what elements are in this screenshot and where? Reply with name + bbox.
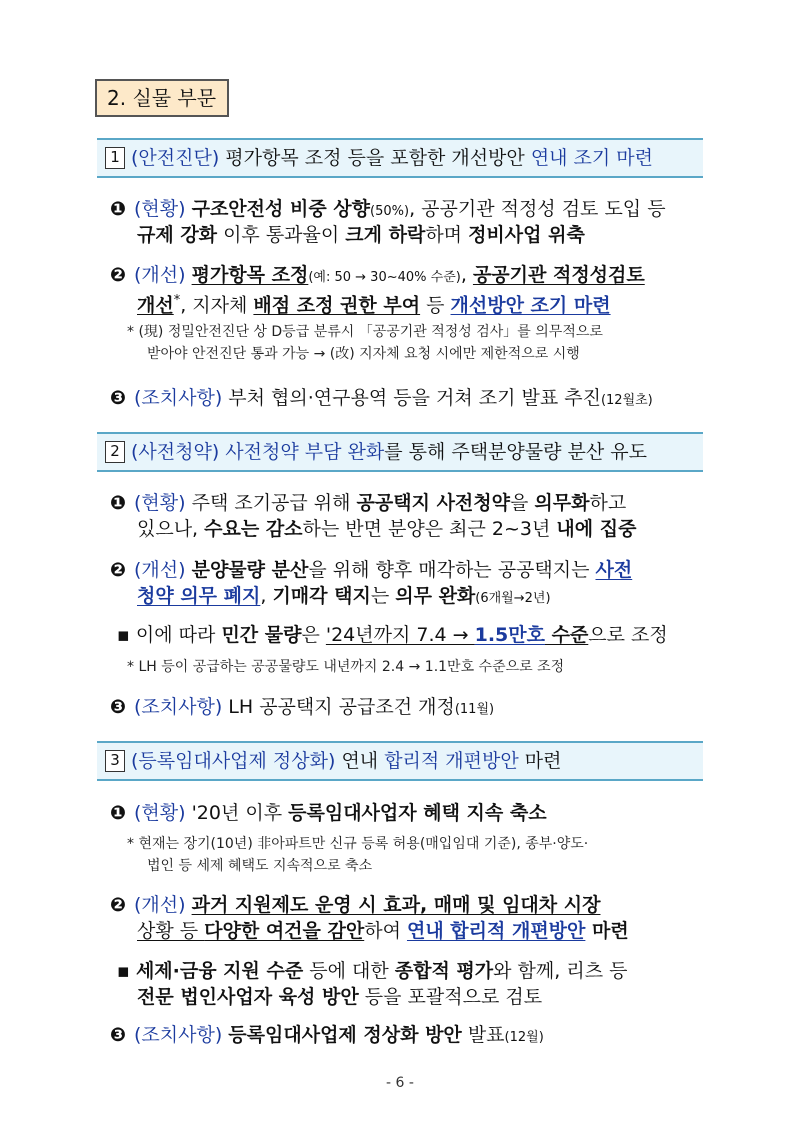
text-underline: '24년까지 7.4 →: [325, 624, 475, 646]
text: 부처 협의·연구용역 등을 거쳐 조기 발표 추진: [222, 387, 601, 409]
subsection-header-1: [97, 138, 703, 178]
text: ,: [460, 264, 473, 286]
section-title: 2. 실물 부문: [95, 79, 229, 117]
text-bold: 기매각 택지: [272, 585, 371, 607]
text-highlight: 사전: [595, 559, 633, 581]
header-highlight: 합리적 개편방안: [384, 750, 519, 772]
text-bold: 공공기관 적정성검토: [472, 264, 645, 286]
text: 을 위해 향후 매각하는 공공택지는: [308, 559, 596, 581]
text: 하여: [364, 920, 407, 942]
text-small: (12월초): [600, 393, 653, 408]
square-bullet-icon: ▪: [117, 960, 130, 982]
text: LH 공공택지 공급조건 개정: [222, 696, 455, 718]
text-bold: 등록임대사업제 정상화 방안: [228, 1024, 462, 1046]
text-underline: 과거 지원제도 운영 시 효과, 매매 및 임대차 시장: [191, 894, 601, 916]
subsection-header-2: [97, 432, 703, 472]
item-improve-cont: [137, 918, 629, 944]
header-text: 연내: [335, 750, 385, 772]
subsection-number: 3: [105, 750, 125, 772]
text-bold: 평가항목 조정: [191, 264, 309, 286]
text-underline: 수준: [544, 624, 589, 646]
item-label: (현황): [134, 802, 186, 824]
text: 등: [420, 294, 451, 317]
subsection-header-3: [97, 741, 703, 781]
circled-3-icon: ❸: [110, 1024, 127, 1046]
text-bold: 크게 하락: [345, 224, 426, 246]
item-status-cont: [137, 222, 585, 248]
footnote: * 현재는 장기(10년) 非아파트만 신규 등록 허용(매입임대 기준), 종부·양도·: [127, 836, 589, 852]
item-action: [110, 1022, 544, 1051]
text-bold: 배점 조정 권한 부여: [253, 294, 421, 317]
text-highlight: 개선방안 조기 마련: [450, 294, 611, 317]
text-bold: 개선: [137, 294, 174, 317]
item-improve: [110, 262, 645, 291]
sub-bullet: [117, 958, 627, 984]
header-highlight: 사전청약 부담 완화: [219, 441, 385, 463]
item-label: (개선): [134, 559, 186, 581]
item-status: [110, 490, 626, 516]
item-label: (현황): [134, 198, 186, 220]
text: ,: [260, 585, 273, 607]
item-improve-cont: [137, 583, 551, 612]
text: , 공공기관 적정성 검토 도입 등: [409, 198, 666, 220]
footnote: * (現) 정밀안전진단 상 D등급 분류시 「공공기관 적정성 검사」를 의무적으로: [127, 324, 603, 340]
text-bold: 의무화: [534, 492, 590, 514]
text-small: (예: 50 → 30~40% 수준): [308, 270, 461, 285]
text: 이에 따라: [129, 624, 222, 646]
circled-2-icon: ❷: [110, 559, 127, 581]
item-status: [110, 196, 666, 225]
circled-2-icon: ❷: [110, 264, 127, 286]
text-small: (6개월→2년): [475, 591, 551, 606]
text-bold: 등록임대사업자 혜택 지속 축소: [288, 802, 547, 824]
header-text: 를 통해 주택분양물량 분산 유도: [384, 441, 647, 463]
text: 와 함께, 리츠 등: [493, 960, 628, 982]
text-highlight: 1.5만호: [474, 624, 545, 646]
header-text: 평가항목 조정 등을 포함한 개선방안: [219, 147, 531, 169]
circled-3-icon: ❸: [110, 387, 127, 409]
subsection-number: 1: [105, 147, 125, 169]
item-improve-cont: [137, 288, 611, 318]
text: 을: [510, 492, 535, 514]
item-improve: [110, 557, 632, 583]
footnote: * LH 등이 공급하는 공공물량도 내년까지 2.4 → 1.1만호 수준으로 조정: [127, 659, 565, 675]
text-highlight: 청약 의무 폐지: [137, 585, 261, 607]
item-label: (조치사항): [134, 1024, 223, 1046]
item-label: (조치사항): [134, 387, 223, 409]
square-bullet-icon: ▪: [117, 624, 130, 646]
subsection-number: 2: [105, 441, 125, 463]
text: 하며: [425, 224, 469, 246]
header-label: (등록임대사업제 정상화): [131, 750, 336, 772]
text: 하고: [589, 492, 627, 514]
text: 이후 통과율이: [217, 224, 346, 246]
header-label: (사전청약): [131, 441, 220, 463]
header-label: (안전진단): [131, 147, 220, 169]
text: 하는 반면 분양은 최근 2~3년: [302, 518, 557, 540]
footnote-mark: *: [173, 293, 181, 308]
header-text: 마련: [518, 750, 562, 772]
circled-1-icon: ❶: [110, 198, 127, 220]
text: 등을 포괄적으로 검토: [358, 986, 543, 1008]
text-bold: 의무 완화: [395, 585, 476, 607]
text-bold: 민간 물량: [221, 624, 302, 646]
item-label: (개선): [134, 894, 186, 916]
item-improve: [110, 892, 600, 918]
text-small: (12월): [504, 1030, 544, 1045]
sub-bullet-cont: [137, 984, 542, 1010]
page-number: - 6 -: [386, 1075, 414, 1091]
text-bold: 세제·금융 지원 수준: [135, 960, 304, 982]
item-label: (개선): [134, 264, 186, 286]
text: 발표: [461, 1024, 505, 1046]
circled-2-icon: ❷: [110, 894, 127, 916]
text: , 지자체: [180, 294, 254, 317]
text-bold: 종합적 평가: [394, 960, 494, 982]
text-highlight: 연내 합리적 개편방안: [406, 920, 586, 942]
circled-1-icon: ❶: [110, 492, 127, 514]
text: 는: [370, 585, 396, 607]
text-bold: 구조안전성 비중 상향: [191, 198, 371, 220]
text-bold: 수요는 감소: [204, 518, 303, 540]
text: 으로 조정: [588, 624, 668, 646]
item-status: [110, 800, 547, 826]
text: 있으나,: [137, 518, 205, 540]
text-bold: 전문 법인사업자 육성 방안: [137, 986, 359, 1008]
text-small: (50%): [370, 204, 410, 219]
footnote-cont: 법인 등 세제 혜택도 지속적으로 축소: [147, 858, 373, 874]
text-small: (11월): [454, 702, 495, 717]
item-action: [110, 385, 653, 414]
text: 마련: [585, 920, 629, 942]
text: 주택 조기공급 위해: [185, 492, 357, 514]
item-label: (현황): [134, 492, 186, 514]
item-action: [110, 694, 494, 723]
text-bold: 규제 강화: [137, 224, 218, 246]
text-bold: 내에 집중: [556, 518, 637, 540]
circled-3-icon: ❸: [110, 696, 127, 718]
text-underline: 상황 등: [137, 920, 205, 942]
text-underline: 다양한 여건을 감안: [204, 920, 365, 942]
text-bold: 정비사업 위축: [468, 224, 585, 246]
text-bold: 분양물량 분산: [191, 559, 309, 581]
sub-bullet: [117, 622, 668, 648]
text-bold: 공공택지 사전청약: [356, 492, 510, 514]
text: 은: [301, 624, 326, 646]
text: '20년 이후: [185, 802, 289, 824]
text: 등에 대한: [303, 960, 395, 982]
item-label: (조치사항): [134, 696, 223, 718]
header-highlight: 연내 조기 마련: [530, 147, 654, 169]
circled-1-icon: ❶: [110, 802, 127, 824]
item-status-cont: [137, 516, 636, 542]
footnote-cont: 받아야 안전진단 통과 가능 → (改) 지자체 요청 시에만 제한적으로 시행: [147, 346, 580, 362]
